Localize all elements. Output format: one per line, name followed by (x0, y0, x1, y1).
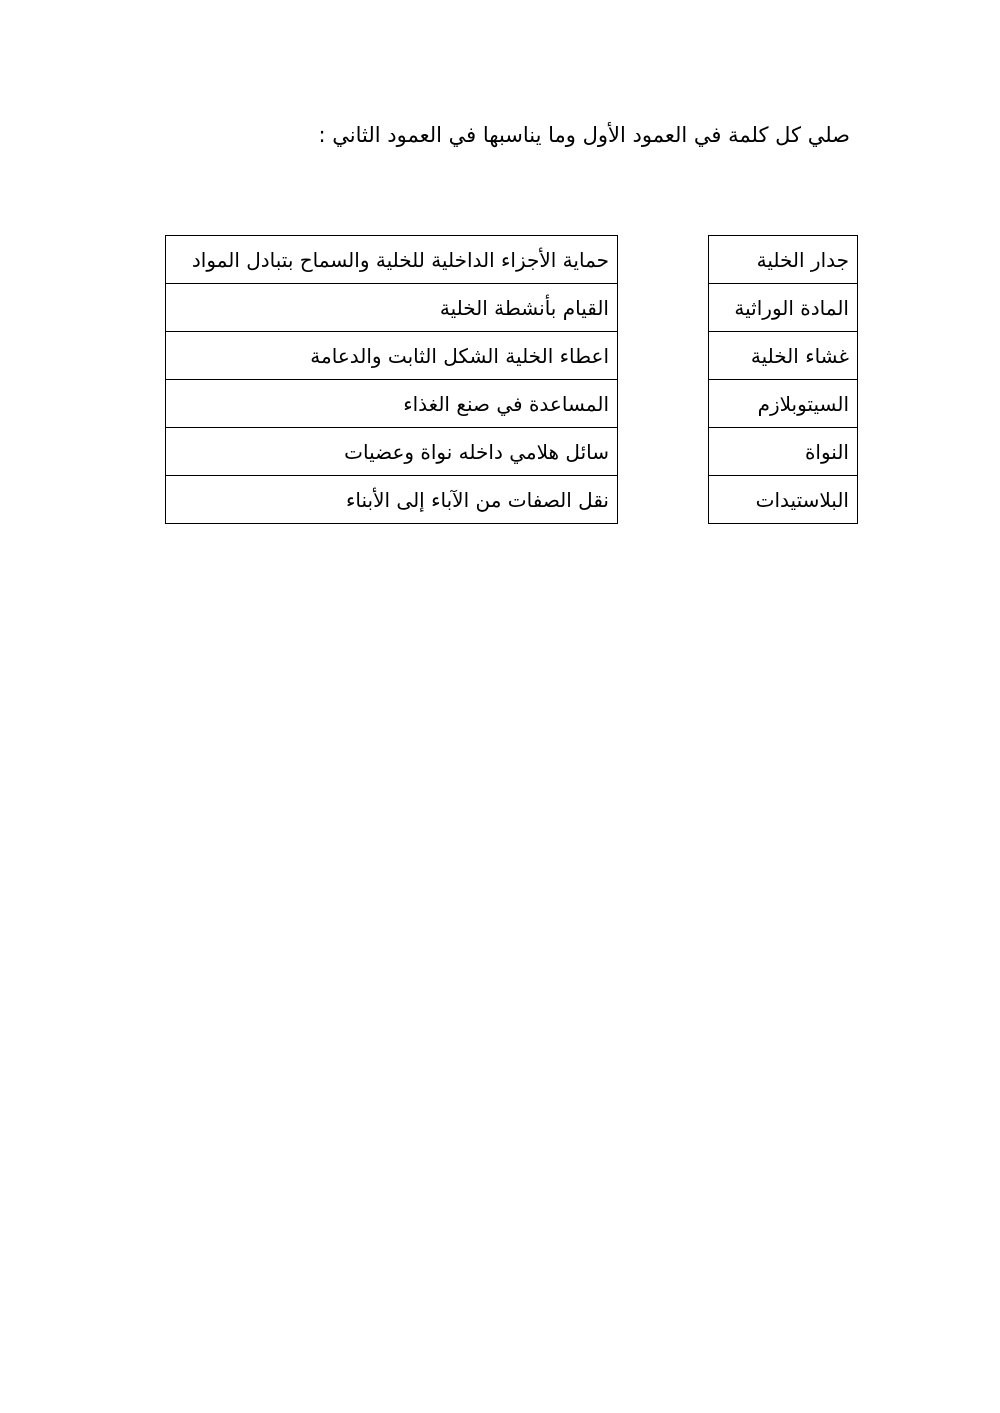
terms-column-table (708, 235, 858, 524)
term-cell: المادة الوراثية (709, 284, 858, 332)
table-row (709, 284, 858, 332)
table-row (709, 380, 858, 428)
table-row (166, 236, 618, 284)
table-row (709, 332, 858, 380)
table-row (709, 428, 858, 476)
table-row (166, 332, 618, 380)
definition-cell: حماية الأجزاء الداخلية للخلية والسماح بتبادل المواد (166, 236, 618, 284)
definition-cell: القيام بأنشطة الخلية (166, 284, 618, 332)
definition-cell: سائل هلامي داخله نواة وعضيات (166, 428, 618, 476)
table-row (709, 476, 858, 524)
term-cell: السيتوبلازم (709, 380, 858, 428)
term-cell: جدار الخلية (709, 236, 858, 284)
table-row (166, 428, 618, 476)
definitions-column-table (165, 235, 618, 524)
term-cell: البلاستيدات (709, 476, 858, 524)
term-cell: غشاء الخلية (709, 332, 858, 380)
table-row (166, 476, 618, 524)
definition-cell: نقل الصفات من الآباء إلى الأبناء (166, 476, 618, 524)
definition-cell: اعطاء الخلية الشكل الثابت والدعامة (166, 332, 618, 380)
table-row (709, 236, 858, 284)
table-row (166, 380, 618, 428)
definition-cell: المساعدة في صنع الغذاء (166, 380, 618, 428)
table-row (166, 284, 618, 332)
instruction-text: صلي كل كلمة في العمود الأول وما يناسبها في العمود الثاني : (318, 123, 850, 147)
term-cell: النواة (709, 428, 858, 476)
